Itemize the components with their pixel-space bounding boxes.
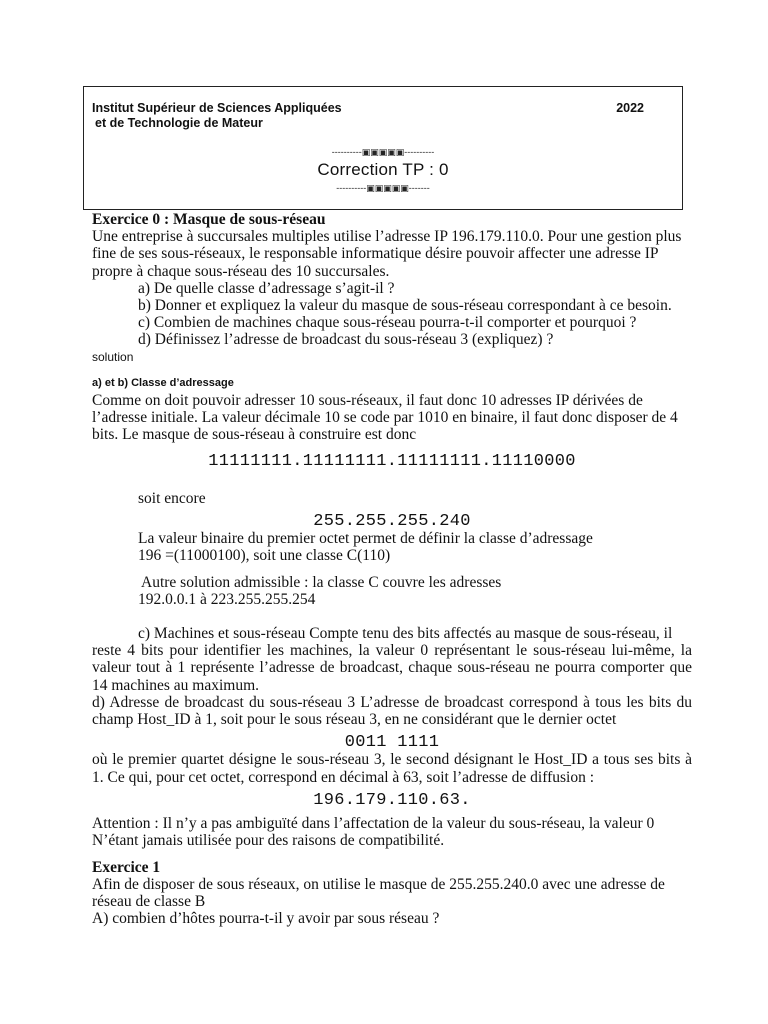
soit-encore-text: soit encore [138,489,206,507]
attention-line-2: N’étant jamais utilisée pour des raisons de compatibilité. [92,832,445,850]
year-label: 2022 [616,101,644,115]
institute-line-1: Institut Supérieur de Sciences Appliquées [92,101,342,115]
last-octet-binary: 0011 1111 [344,733,440,753]
section-d-text: d) Adresse de broadcast du sous-réseau 3 L’adresse de broadcast correspond à tous les bits du champ Host_ID à 1, soit pour le sous réseau 3, en ne considérant que le dernier octet [92,693,692,729]
exercise-1-title: Exercice 1 [92,858,161,876]
mask-binary: 11111111.11111111.11111111.11110000 [208,451,576,471]
institute-line-2: et de Technologie de Mateur [95,116,263,130]
exercise-0-title: Exercice 0 : Masque de sous-réseau [92,211,326,228]
exercise-0-intro: Une entreprise à succursales multiples utilise l’adresse IP 196.179.110.0. Pour une gestion plus fine de ses sous-réseaux, le responsable informatique désire pouvoir affecter une adresse IP propre à chaque sous-réseau des 10 succursales. [92,228,682,280]
alt-solution-line-2: 192.0.0.1 à 223.255.255.254 [138,590,316,608]
alt-solution-line-1: Autre solution admissible : la classe C couvre les adresses [138,573,502,591]
binary-first-octet-line-1: La valeur binaire du premier octet permet de définir la classe d’adressage [138,530,593,548]
section-c-text: reste 4 bits pour identifier les machines, la valeur 0 représentant le sous-réseau lui-même, la valeur tout à 1 représente l’adresse de broadcast, chaque sous-réseau ne pourra comporter que 14 machines au maximum. [92,642,692,694]
quartet-explanation: où le premier quartet désigne le sous-réseau 3, le second désignant le Host_ID a tous ses bits à 1. Ce qui, pour cet octet, correspond en décimal à 63, soit l’adresse de diffusion : [92,751,692,786]
mask-decimal: 255.255.255.240 [313,512,471,532]
section-c-first-line: c) Machines et sous-réseau Compte tenu des bits affectés au masque de sous-réseau, il [138,625,673,643]
page-title: Correction TP : 0 [317,160,449,179]
decorative-rule-top: ----------▣▣▣▣▣---------- [331,147,435,157]
exercise-1-question-a: A) combien d’hôtes pourra-t-il y avoir par sous réseau ? [92,910,440,928]
institute-name [92,101,342,131]
broadcast-address: 196.179.110.63. [313,790,471,810]
question-a: a) De quelle classe d’adressage s’agit-il ? [138,279,395,297]
document-body [92,211,692,927]
question-b: b) Donner et expliquez la valeur du masque de sous-réseau correspondant à ce besoin. [138,297,672,315]
decorative-rule-bottom: ----------▣▣▣▣▣------- [336,183,430,193]
attention-line-1: Attention : Il n’y a pas ambiguïté dans l’affectation de la valeur du sous-réseau, la valeur 0 [92,815,655,833]
solution-label: solution [92,349,134,364]
question-c: c) Combien de machines chaque sous-réseau pourra-t-il comporter et pourquoi ? [138,314,637,332]
exercise-1-intro: Afin de disposer de sous réseaux, on utilise le masque de 255.255.240.0 avec une adresse de réseau de classe B [92,875,665,910]
section-a-b-text: Comme on doit pouvoir adresser 10 sous-réseaux, il faut donc 10 adresses IP dérivées de l’adresse initiale. La valeur décimale 10 se code par 1010 en binaire, il faut donc disposer de 4 bits. Le masque de sous-réseau à construire est donc [92,392,678,444]
exercise-0-questions [92,280,692,349]
question-d: d) Définissez l’adresse de broadcast du sous-réseau 3 (expliquez) ? [138,331,554,349]
header-box [83,86,683,210]
binary-first-octet-line-2: 196 =(11000100), soit une classe C(110) [138,547,391,565]
section-a-b-label: a) et b) Classe d’adressage [92,376,234,389]
